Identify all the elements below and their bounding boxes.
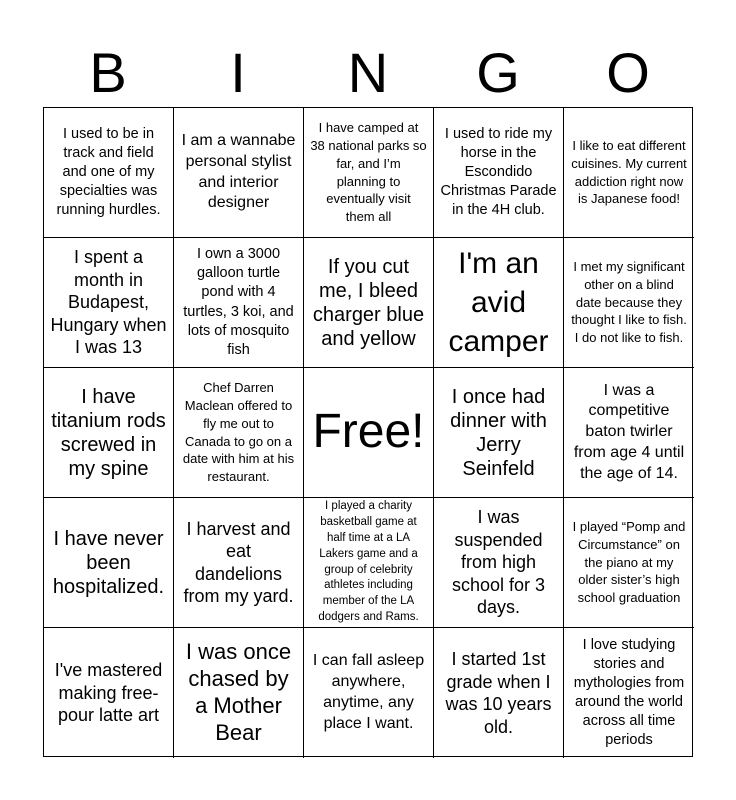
- bingo-cell[interactable]: [304, 628, 434, 758]
- bingo-cell[interactable]: [174, 108, 304, 238]
- bingo-cell[interactable]: [44, 238, 174, 368]
- cell-text: I was once chased by a Mother Bear: [185, 639, 292, 745]
- title-letter-g: G: [476, 41, 520, 104]
- bingo-cell[interactable]: [44, 368, 174, 498]
- bingo-cell[interactable]: [564, 108, 694, 238]
- bingo-cell[interactable]: [564, 628, 694, 758]
- bingo-cell[interactable]: [434, 628, 564, 758]
- cell-text: I'm an avid camper: [448, 247, 549, 358]
- bingo-cell[interactable]: [304, 238, 434, 368]
- title-letter-i: I: [230, 41, 246, 104]
- cell-text: I am a wannabe personal stylist and interior designer: [181, 131, 296, 212]
- bingo-cell[interactable]: [564, 238, 694, 368]
- cell-text: I was a competitive baton twirler from age 4 until the age of 14.: [573, 381, 685, 482]
- bingo-cell[interactable]: [434, 108, 564, 238]
- cell-text: If you cut me, I bleed charger blue and yellow: [312, 255, 425, 350]
- cell-text: I have titanium rods screwed in my spine: [51, 385, 166, 480]
- bingo-cell[interactable]: [434, 368, 564, 498]
- title-letter-o: O: [606, 41, 650, 104]
- cell-text: I once had dinner with Jerry Seinfeld: [450, 385, 547, 480]
- cell-text: I love studying stories and mythologies from around the world across all time periods: [573, 636, 685, 749]
- cell-text: I used to be in track and field and one of my specialties was running hurdles.: [56, 125, 161, 219]
- cell-text: I played “Pomp and Circumstance” on the piano at my older sister’s high school graduation: [572, 519, 686, 605]
- title-letter-b: B: [89, 41, 127, 104]
- cell-text: I met my significant other on a blind date because they thought I like to fish. I do not like to fish.: [571, 259, 687, 345]
- cell-text: I played a charity basketball game at half time at a LA Lakers game and a group of celebrity athletes including member of the LA dodgers and Rams.: [318, 500, 419, 624]
- cell-text: I was suspended from high school for 3 days.: [451, 507, 546, 618]
- bingo-cell[interactable]: [44, 108, 174, 238]
- bingo-cell[interactable]: [304, 498, 434, 628]
- bingo-cell[interactable]: [304, 108, 434, 238]
- bingo-cell[interactable]: [174, 498, 304, 628]
- cell-text: I've mastered making free-pour latte art: [54, 660, 163, 726]
- cell-text: I like to eat different cuisines. My current addiction right now is Japanese food!: [571, 138, 687, 207]
- bingo-cell[interactable]: [44, 628, 174, 758]
- cell-text: I can fall asleep anywhere, anytime, any place I want.: [312, 652, 425, 732]
- bingo-cell[interactable]: [44, 498, 174, 628]
- cell-text: Chef Darren Maclean offered to fly me out to Canada to go on a date with him at his restaurant.: [182, 380, 295, 484]
- bingo-cell[interactable]: [434, 498, 564, 628]
- bingo-cell[interactable]: [174, 628, 304, 758]
- bingo-title: [43, 40, 693, 106]
- bingo-cell[interactable]: [564, 368, 694, 498]
- bingo-cell[interactable]: [174, 238, 304, 368]
- free-space-text: Free!: [312, 405, 425, 459]
- cell-text: I have never been hospitalized.: [52, 527, 165, 598]
- cell-text: I spent a month in Budapest, Hungary when I was 13: [50, 247, 167, 358]
- bingo-cell[interactable]: [434, 238, 564, 368]
- cell-text: I used to ride my horse in the Escondido Christmas Parade in the 4H club.: [440, 125, 557, 219]
- title-letter-n: N: [347, 41, 389, 104]
- cell-text: I own a 3000 galloon turtle pond with 4 turtles, 3 koi, and lots of mosquito fish: [183, 246, 294, 358]
- bingo-cell[interactable]: [174, 368, 304, 498]
- cell-text: I harvest and eat dandelions from my yard.: [183, 518, 294, 606]
- cell-text: I have camped at 38 national parks so far, and I’m planning to eventually visit them all: [310, 120, 427, 224]
- free-space[interactable]: [304, 368, 434, 498]
- bingo-board: [43, 107, 693, 757]
- cell-text: I started 1st grade when I was 10 years old.: [445, 649, 552, 737]
- bingo-cell[interactable]: [564, 498, 694, 628]
